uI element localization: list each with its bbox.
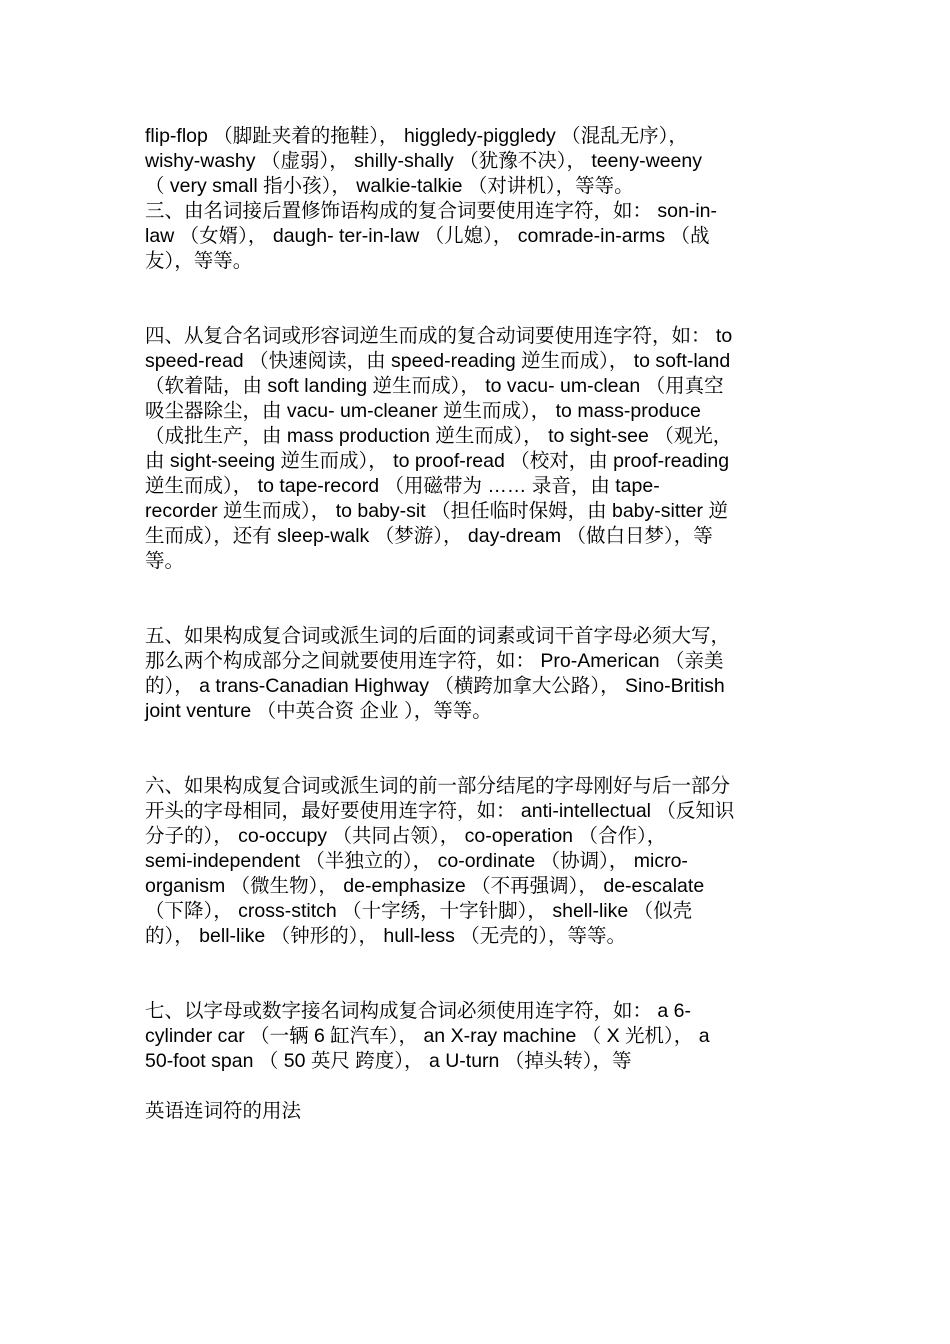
paragraph-spacer — [145, 274, 810, 324]
text-line: flip-flop （脚趾夹着的拖鞋）， higgledy-piggledy （混乱无序）， — [145, 125, 688, 147]
text-line: （成批生产，由 mass production 逆生而成）， to sight-see （观光， — [145, 425, 733, 447]
text-line: 五、如果构成复合词或派生词的后面的词素或词干首字母必须大写， — [145, 625, 731, 647]
paragraph-repeated-letters — [145, 774, 810, 949]
paragraph-back-formation — [145, 324, 810, 574]
text-line: 六、如果构成复合词或派生词的前一部分结尾的字母刚好与后一部分 — [145, 775, 731, 797]
text-line: wishy-washy （虚弱）， shilly-shally （犹豫不决）， teeny-weeny — [145, 150, 702, 172]
text-line: 吸尘器除尘，由 vacu- um-cleaner 逆生而成）， to mass-produce — [145, 400, 701, 422]
text-line: 三、由名词接后置修饰语构成的复合词要使用连字符，如： son-in- — [145, 200, 718, 222]
text-line: 四、从复合名词或形容词逆生而成的复合动词要使用连字符，如： to — [145, 325, 733, 347]
text-line: （下降）， cross-stitch （十字绣，十字针脚）， shell-like （似壳 — [145, 900, 693, 922]
paragraph-spacer — [145, 1074, 810, 1098]
text-line: 等。 — [145, 550, 185, 572]
text-line: 开头的字母相同，最好要使用连字符，如： anti-intellectual （反知识 — [145, 800, 735, 822]
paragraph-spacer — [145, 724, 810, 774]
text-line: 逆生而成）， to tape-record （用磁带为 …… 录音，由 tape- — [145, 475, 660, 497]
text-line: 那么两个构成部分之间就要使用连字符，如： Pro-American （亲美 — [145, 650, 724, 672]
section-title: 英语连词符的用法 — [145, 1099, 302, 1122]
text-line: （软着陆，由 soft landing 逆生而成）， to vacu- um-clean （用真空 — [145, 375, 724, 397]
text-line: 50-foot span （ 50 英尺 跨度）， a U-turn （掉头转），等 — [145, 1050, 632, 1072]
paragraph-spacer — [145, 949, 810, 999]
text-line: speed-read （快速阅读，由 speed-reading 逆生而成）， to soft-land — [145, 350, 731, 372]
text-line: law （女婿）， daugh- ter-in-law （儿媳）， comrade-in-arms （战 — [145, 225, 710, 247]
text-line: 的）， bell-like （钟形的）， hull-less （无壳的），等等。 — [145, 925, 627, 947]
text-line: 的）， a trans-Canadian Highway （横跨加拿大公路）， Sino-British — [145, 675, 725, 697]
paragraph-compound-examples — [145, 124, 810, 274]
text-line: cylinder car （一辆 6 缸汽车）， an X-ray machine （ X 光机）， a — [145, 1025, 710, 1047]
text-line: 生而成），还有 sleep-walk （梦游）， day-dream （做白日梦），等 — [145, 525, 713, 547]
text-line: 七、以字母或数字接名词构成复合词必须使用连字符，如： a 6- — [145, 1000, 692, 1022]
paragraph-spacer — [145, 574, 810, 624]
text-line: joint venture （中英合资 企业 ），等等。 — [145, 700, 492, 722]
text-line: semi-independent （半独立的）， co-ordinate （协调）， micro- — [145, 850, 688, 872]
text-line: 分子的）， co-occupy （共同占领）， co-operation （合作）， — [145, 825, 667, 847]
document-page — [145, 124, 810, 1123]
text-line: 由 sight-seeing 逆生而成）， to proof-read （校对，由 proof-reading — [145, 450, 730, 472]
paragraph-letter-number-compounds — [145, 999, 810, 1074]
text-line: recorder 逆生而成）， to baby-sit （担任临时保姆，由 baby-sitter 逆 — [145, 500, 728, 522]
text-line: 友），等等。 — [145, 250, 253, 272]
text-line: （ very small 指小孩）， walkie-talkie （对讲机），等等。 — [145, 175, 634, 197]
paragraph-capitalized-parts — [145, 624, 810, 724]
text-line: organism （微生物）， de-emphasize （不再强调）， de-escalate — [145, 875, 705, 897]
